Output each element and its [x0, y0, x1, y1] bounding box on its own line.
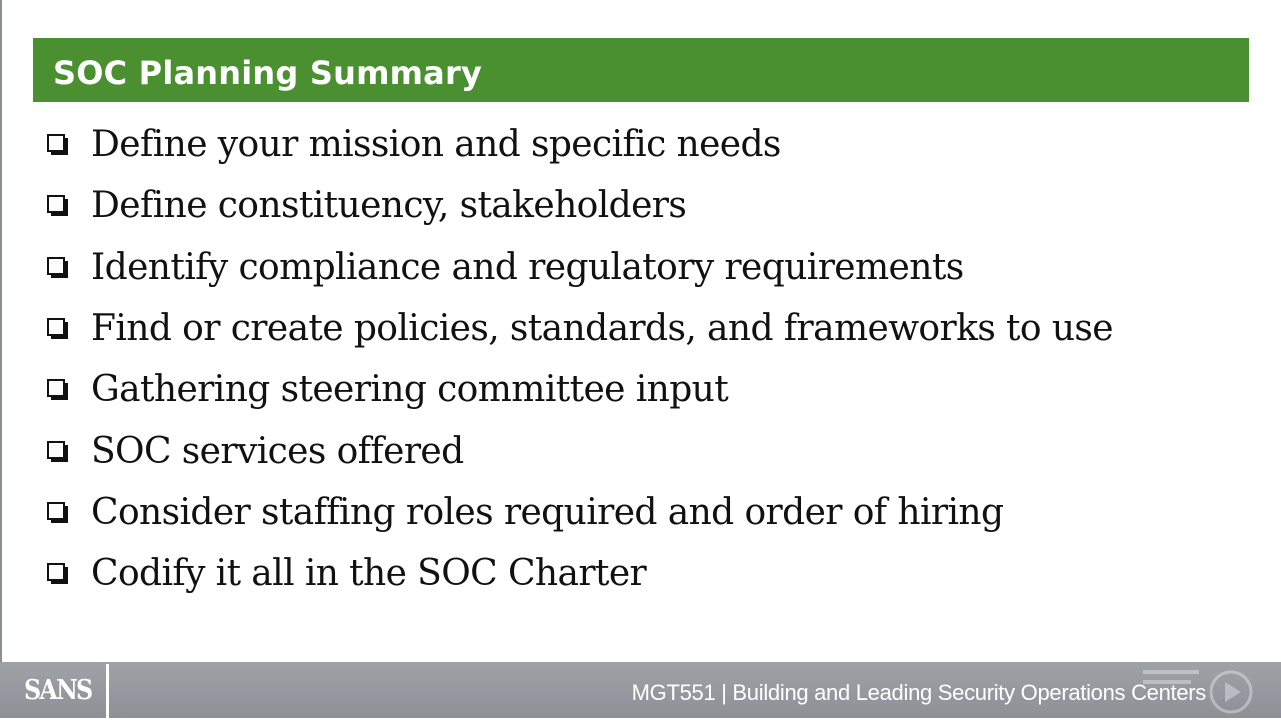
- checkbox-icon: [47, 441, 68, 462]
- checklist-item-text: SOC services offered: [91, 430, 464, 472]
- checklist-item-text: Find or create policies, standards, and frameworks to use: [91, 308, 1113, 350]
- checklist-item-text: Consider staffing roles required and order of hiring: [91, 491, 1004, 533]
- footer-course-title: MGT551 | Building and Leading Security Operations Centers: [631, 680, 1206, 705]
- checkbox-icon: [47, 379, 68, 400]
- footer-divider: [106, 664, 109, 720]
- checkbox-icon: [47, 502, 68, 523]
- checklist-item: [47, 175, 1113, 236]
- title-bar: [33, 38, 1249, 102]
- checklist-item-text: Define your mission and specific needs: [91, 124, 781, 166]
- slide-left-border: [0, 0, 2, 662]
- slide-footer: [0, 662, 1281, 718]
- checklist-item: [47, 420, 1113, 481]
- checklist-item: [47, 543, 1113, 604]
- checklist-item-text: Identify compliance and regulatory requirements: [91, 246, 964, 288]
- sans-logo: SANS: [24, 675, 92, 706]
- checklist: [47, 114, 1113, 604]
- slide-title: SOC Planning Summary: [53, 54, 482, 92]
- checklist-item: [47, 298, 1113, 359]
- checkbox-icon: [47, 563, 68, 584]
- checklist-item: [47, 482, 1113, 543]
- checkbox-icon: [47, 318, 68, 339]
- checklist-item-text: Codify it all in the SOC Charter: [91, 553, 647, 595]
- checkbox-icon: [47, 134, 68, 155]
- checklist-item: [47, 114, 1113, 175]
- checklist-item-text: Gathering steering committee input: [91, 369, 729, 411]
- checklist-item-text: Define constituency, stakeholders: [91, 185, 687, 227]
- checklist-item: [47, 237, 1113, 298]
- checkbox-icon: [47, 257, 68, 278]
- checkbox-icon: [47, 195, 68, 216]
- checklist-item: [47, 359, 1113, 420]
